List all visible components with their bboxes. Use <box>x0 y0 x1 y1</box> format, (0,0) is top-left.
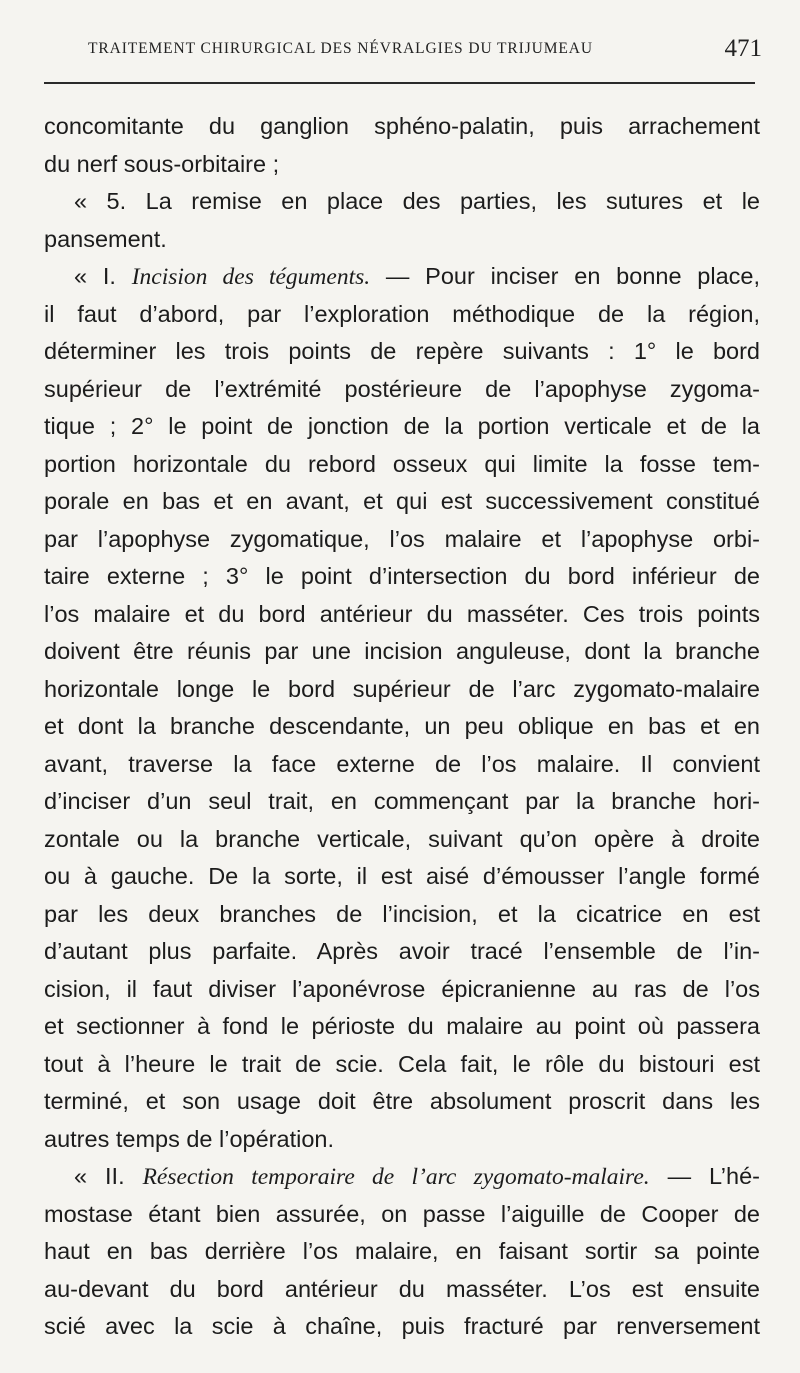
text-line <box>44 1083 760 1121</box>
text-line <box>44 521 760 559</box>
running-head <box>88 34 762 64</box>
text-line <box>44 1008 760 1046</box>
text-line <box>44 221 760 259</box>
line-text: avant, traverse la face externe de l’os malaire. Il convient <box>44 750 760 777</box>
line-text: taire externe ; 3° le point d’intersection du bord inférieur de <box>44 563 760 589</box>
header-rule <box>44 82 755 84</box>
text-line <box>44 333 760 371</box>
text-line <box>44 971 760 1009</box>
line-text: portion horizontale du rebord osseux qui limite la fosse tem- <box>44 450 760 477</box>
line-text: zontale ou la branche verticale, suivant qu’on opère à droite <box>44 825 760 852</box>
section-heading: Incision des téguments. <box>131 264 371 290</box>
line-text: au-devant du bord antérieur du masséter. L’os est ensuite <box>44 1275 760 1302</box>
line-text: — L’hé- <box>649 1163 760 1189</box>
line-text: d’autant plus parfaite. Après avoir tracé l’ensemble de l’in- <box>44 938 760 964</box>
text-line <box>44 858 760 896</box>
line-text: il faut d’abord, par l’exploration méthodique de la région, <box>44 300 760 327</box>
line-text: « 5. La remise en place des parties, les sutures et le <box>74 188 760 214</box>
text-line <box>44 1196 760 1234</box>
body-text <box>44 108 760 1346</box>
text-line <box>44 596 760 634</box>
text-line <box>44 671 760 709</box>
text-line <box>44 258 760 296</box>
line-text: horizontale longe le bord supérieur de l’arc zygomato-malaire <box>44 675 760 702</box>
line-text: tout à l’heure le trait de scie. Cela fait, le rôle du bistouri est <box>44 1050 760 1077</box>
line-text: porale en bas et en avant, et qui est successivement constitué <box>44 488 760 514</box>
text-line <box>44 446 760 484</box>
line-text: par les deux branches de l’incision, et la cicatrice en est <box>44 900 760 927</box>
text-line <box>44 183 760 221</box>
line-text: scié avec la scie à chaîne, puis fracturé par renversement <box>44 1313 760 1339</box>
text-line <box>44 296 760 334</box>
text-line <box>44 1308 760 1346</box>
line-text: pansement. <box>44 225 167 252</box>
paragraph-marker: « II. <box>74 1163 143 1189</box>
line-text: haut en bas derrière l’os malaire, en faisant sortir sa pointe <box>44 1238 760 1264</box>
line-text: concomitante du ganglion sphéno-palatin, puis arrachement <box>44 113 760 139</box>
line-text: terminé, et son usage doit être absolument proscrit dans les <box>44 1088 760 1114</box>
text-line <box>44 408 760 446</box>
text-line <box>44 1233 760 1271</box>
text-line <box>44 896 760 934</box>
line-text: doivent être réunis par une incision anguleuse, dont la branche <box>44 638 760 664</box>
text-line <box>44 1271 760 1309</box>
line-text: tique ; 2° le point de jonction de la portion verticale et de la <box>44 413 760 439</box>
line-text: et sectionner à fond le périoste du malaire au point où passera <box>44 1013 760 1039</box>
line-text: mostase étant bien assurée, on passe l’aiguille de Cooper de <box>44 1200 760 1227</box>
text-line <box>44 371 760 409</box>
text-line <box>44 783 760 821</box>
text-line <box>44 146 760 184</box>
text-line <box>44 1121 760 1159</box>
text-line <box>44 1158 760 1196</box>
text-line <box>44 108 760 146</box>
line-text: autres temps de l’opération. <box>44 1125 334 1152</box>
line-text: et dont la branche descendante, un peu oblique en bas et en <box>44 713 760 739</box>
line-text: — Pour inciser en bonne place, <box>370 263 761 289</box>
text-line <box>44 933 760 971</box>
text-line <box>44 633 760 671</box>
line-text: par l’apophyse zygomatique, l’os malaire et l’apophyse orbi- <box>44 525 760 552</box>
text-line <box>44 483 760 521</box>
page-number: 471 <box>724 35 762 62</box>
paragraph-marker: « I. <box>74 263 132 289</box>
line-text: du nerf sous-orbitaire ; <box>44 150 280 177</box>
line-text: ou à gauche. De la sorte, il est aisé d’émousser l’angle formé <box>44 863 760 889</box>
text-line <box>44 708 760 746</box>
running-title: TRAITEMENT CHIRURGICAL DES NÉVRALGIES DU TRIJUMEAU <box>88 40 593 57</box>
line-text: cision, il faut diviser l’aponévrose épicranienne au ras de l’os <box>44 975 760 1002</box>
line-text: déterminer les trois points de repère suivants : 1° le bord <box>44 338 760 364</box>
line-text: supérieur de l’extrémité postérieure de l’apophyse zygoma- <box>44 375 760 402</box>
line-text: d’inciser d’un seul trait, en commençant par la branche hori- <box>44 788 760 814</box>
text-line <box>44 746 760 784</box>
text-line <box>44 821 760 859</box>
line-text: l’os malaire et du bord antérieur du masséter. Ces trois points <box>44 600 760 627</box>
text-line <box>44 558 760 596</box>
section-heading: Résection temporaire de l’arc zygomato-malaire. <box>142 1164 650 1190</box>
text-line <box>44 1046 760 1084</box>
